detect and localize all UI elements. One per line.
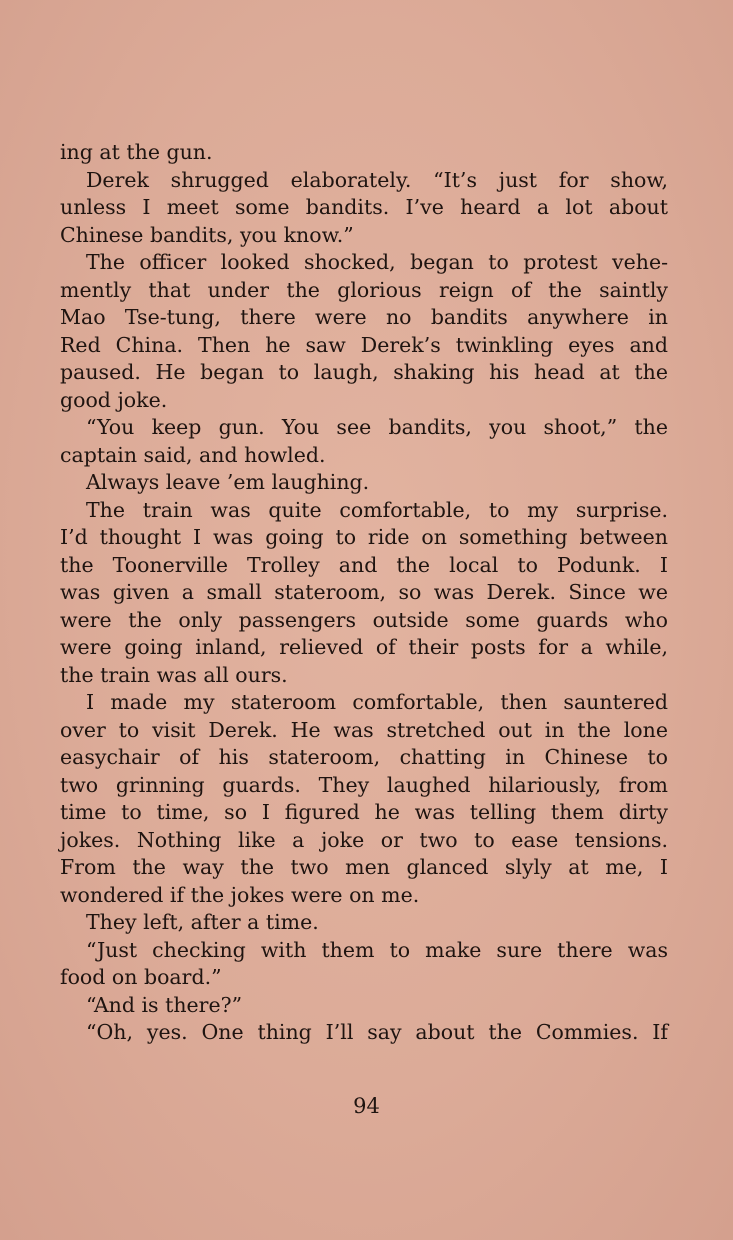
text-line: “And is there?”	[86, 992, 243, 1017]
text-line: Mao Tse-tung, there were no bandits anywhere in	[60, 305, 668, 329]
text-line: captain said, and howled.	[60, 442, 326, 467]
text-line: over to visit Derek. He was stretched out in the lone	[60, 717, 668, 742]
text-line: ing at the gun.	[60, 140, 213, 164]
text-line: the train was all ours.	[60, 662, 288, 687]
text-line: easychair of his stateroom, chatting in Chinese to	[60, 745, 668, 769]
text-line: were the only passengers outside some guards who	[60, 607, 668, 632]
body-text	[60, 139, 668, 1047]
text-line: Red China. Then he saw Derek’s twinkling eyes and	[60, 332, 668, 357]
text-line: “Oh, yes. One thing I’ll say about the Commies. If	[86, 1020, 668, 1044]
text-line: I made my stateroom comfortable, then sauntered	[86, 690, 668, 714]
text-line: Derek shrugged elaborately. “It’s just for show,	[86, 167, 668, 192]
text-line: From the way the two men glanced slyly at me, I	[60, 855, 668, 879]
text-line: wondered if the jokes were on me.	[60, 882, 420, 907]
text-line: food on board.”	[60, 965, 222, 989]
text-line: They left, after a time.	[86, 910, 319, 934]
text-line: I’d thought I was going to ride on something between	[60, 525, 668, 549]
text-line: were going inland, relieved of their posts for a while,	[60, 635, 668, 659]
text-line: unless I meet some bandits. I’ve heard a lot about	[60, 195, 668, 219]
text-line: good joke.	[60, 387, 168, 412]
text-line: mently that under the glorious reign of the saintly	[60, 277, 668, 302]
text-line: Always leave ’em laughing.	[86, 470, 370, 494]
text-line: was given a small stateroom, so was Derek. Since we	[60, 580, 668, 604]
text-line: “Just checking with them to make sure there was	[86, 937, 668, 962]
text-line: paused. He began to laugh, shaking his head at the	[60, 360, 668, 384]
text-line: “You keep gun. You see bandits, you shoot,” the	[86, 415, 668, 439]
text-line: The officer looked shocked, began to protest vehe-	[86, 250, 668, 274]
text-line: jokes. Nothing like a joke or two to ease tensions.	[60, 827, 668, 852]
text-line: the Toonerville Trolley and the local to Podunk. I	[60, 552, 668, 577]
page-number: 94	[353, 1094, 380, 1118]
text-line: time to time, so I figured he was telling them dirty	[60, 800, 668, 824]
text-line: two grinning guards. They laughed hilariously, from	[60, 772, 668, 797]
text-line: Chinese bandits, you know.”	[60, 222, 354, 247]
text-line: The train was quite comfortable, to my surprise.	[86, 497, 668, 522]
